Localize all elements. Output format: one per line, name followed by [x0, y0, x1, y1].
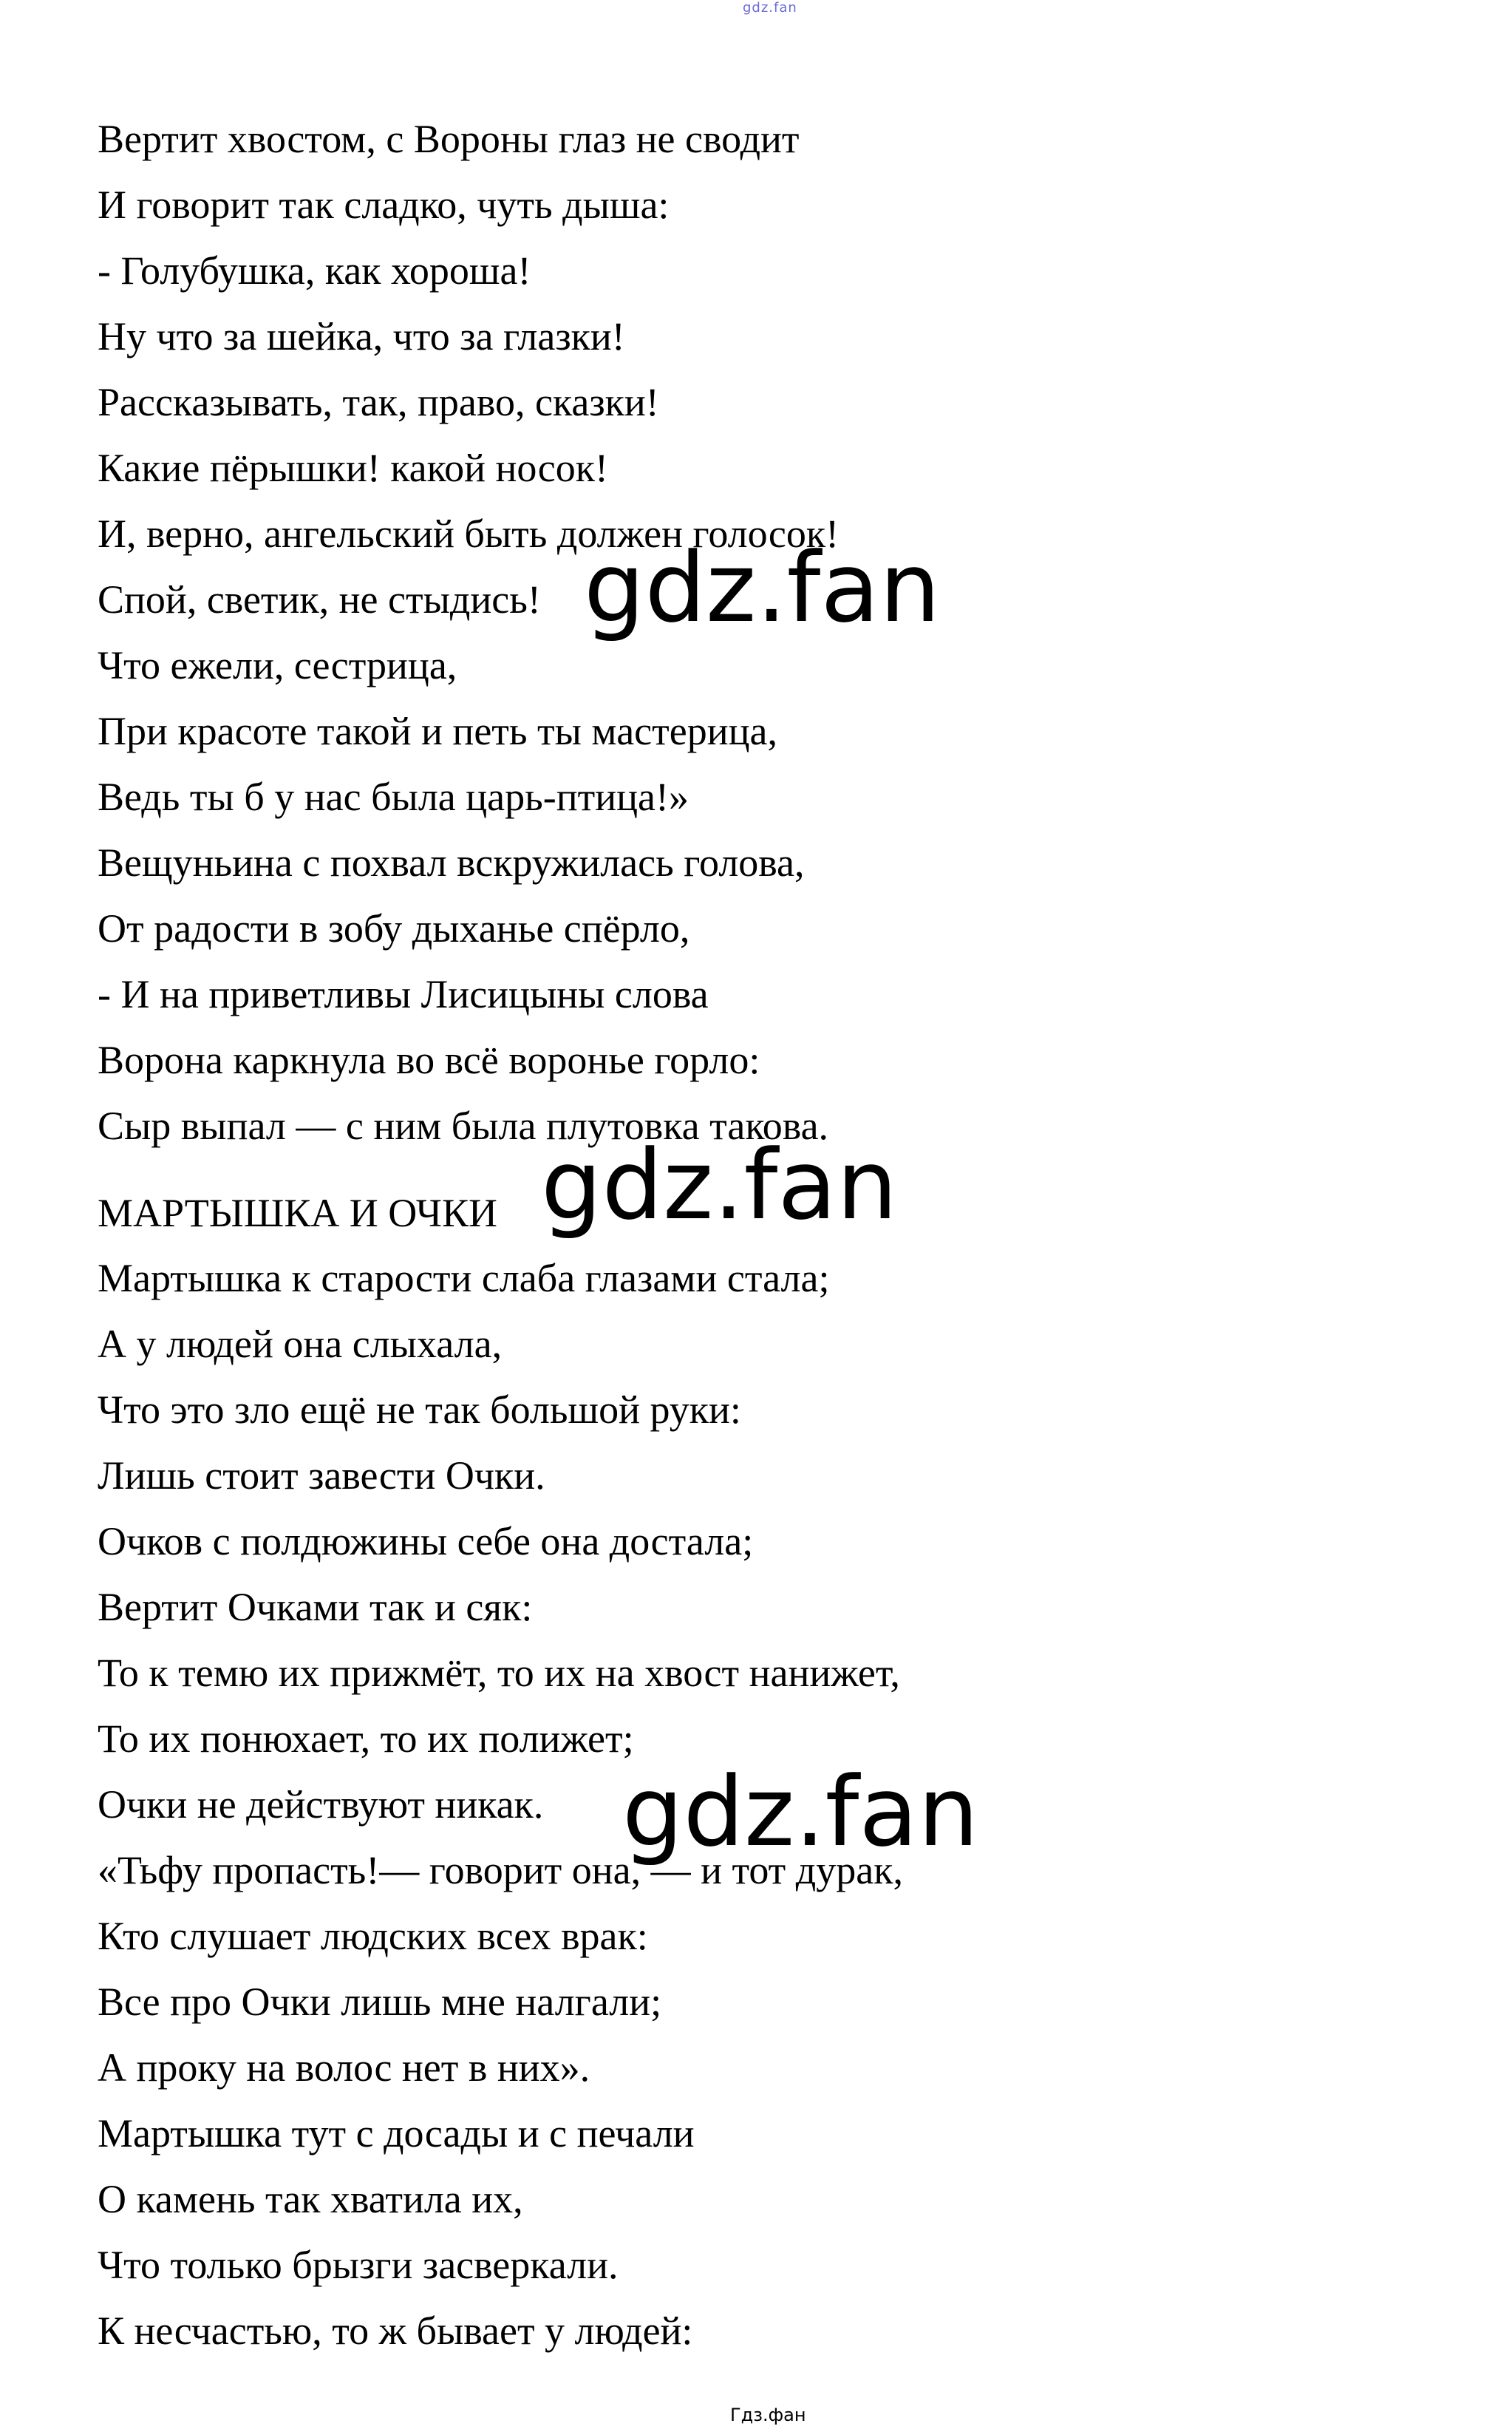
poem-line: Ведь ты б у нас была царь-птица!»: [98, 775, 689, 819]
poem-line: Мартышка к старости слаба глазами стала;: [98, 1256, 830, 1300]
poem-line: Лишь стоит завести Очки.: [98, 1453, 545, 1498]
poem-line: При красоте такой и петь ты мастерица,: [98, 709, 777, 753]
watermark-logo: gdz.fan: [584, 531, 941, 644]
poem-line: От радости в зобу дыханье спёрло,: [98, 906, 690, 951]
poem-line: Вещуньина с похвал вскружилась голова,: [98, 840, 805, 885]
poem-line: Очков с полдюжины себе она достала;: [98, 1519, 754, 1563]
poem-line: К несчастью, то ж бывает у людей:: [98, 2309, 693, 2353]
poem-line: - И на приветливы Лисицыны слова: [98, 972, 709, 1016]
poem-line: Вертит хвостом, с Вороны глаз не сводит: [98, 117, 800, 161]
poem-line: А проку на волос нет в них».: [98, 2045, 590, 2090]
poem-line: Ну что за шейка, что за глазки!: [98, 314, 625, 359]
poem-line: И говорит так сладко, чуть дыша:: [98, 183, 670, 227]
poem-line: Сыр выпал — с ним была плутовка такова.: [98, 1104, 829, 1148]
poem-line: Вертит Очками так и сяк:: [98, 1585, 533, 1629]
top-watermark-mark: gdz.fan: [743, 0, 797, 16]
poem-line: Что ежели, сестрица,: [98, 643, 457, 687]
poem-line: Ворона каркнула во всё воронье горло:: [98, 1038, 760, 1082]
poem-line: - Голубушка, как хороша!: [98, 248, 531, 293]
poem-line: Все про Очки лишь мне налгали;: [98, 1980, 662, 2024]
poem-line: Какие пёрышки! какой носок!: [98, 446, 608, 490]
poem-line: То к темю их прижмёт, то их на хвост нанижет,: [98, 1651, 900, 1695]
watermark-logo: gdz.fan: [622, 1756, 979, 1868]
poem-line: «Тьфу пропасть!— говорит она, — и тот дурак,: [98, 1848, 903, 1892]
watermark-logo: gdz.fan: [541, 1129, 898, 1241]
fable-title: МАРТЫШКА И ОЧКИ: [98, 1191, 498, 1235]
poem-line: Очки не действуют никак.: [98, 1782, 544, 1827]
poem-line: Мартышка тут с досады и с печали: [98, 2111, 695, 2155]
footer-caption: Гдз.фан: [730, 2405, 806, 2425]
poem-line: Что это зло ещё не так большой руки:: [98, 1387, 741, 1432]
poem-line: А у людей она слыхала,: [98, 1322, 503, 1366]
poem-line: И, верно, ангельский быть должен голосок!: [98, 512, 840, 556]
poem-line: Рассказывать, так, право, сказки!: [98, 380, 659, 424]
poem-line: О камень так хватила их,: [98, 2177, 523, 2221]
poem-line: Что только брызги засверкали.: [98, 2243, 619, 2287]
poem-line: Спой, светик, не стыдись!: [98, 577, 541, 622]
poem-line: Кто слушает людских всех врак:: [98, 1914, 648, 1958]
poem-line: То их понюхает, то их полижет;: [98, 1716, 634, 1761]
